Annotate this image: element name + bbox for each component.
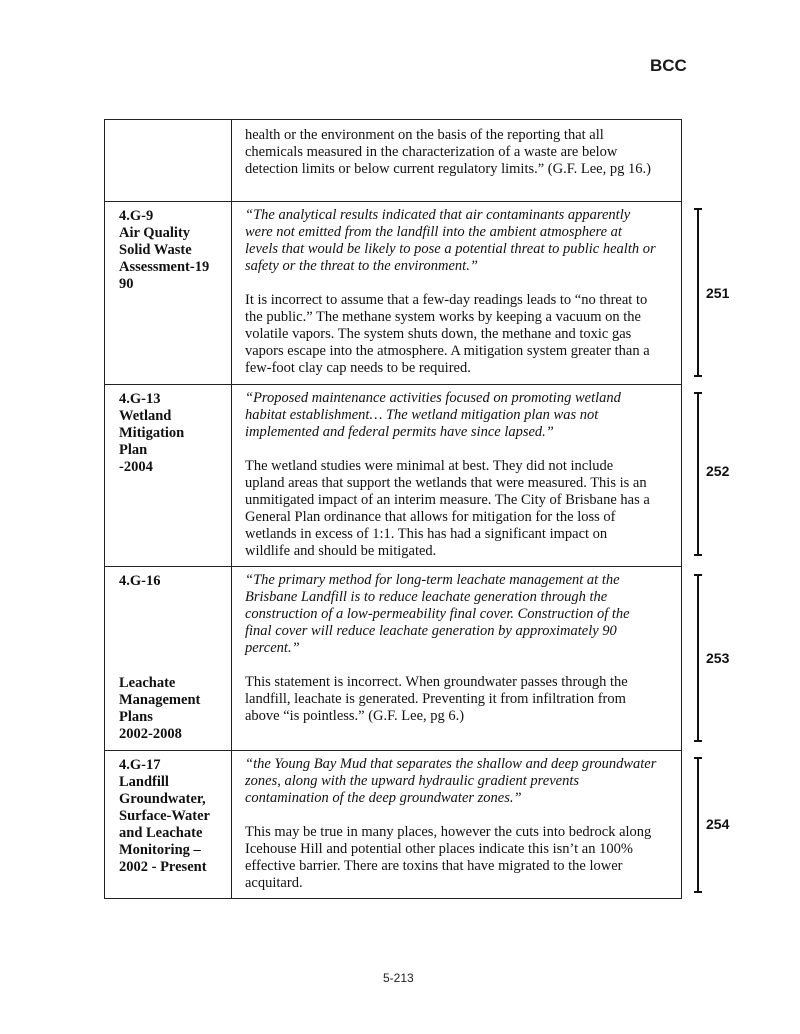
quoted-text: “The analytical results indicated that air contaminants apparently were not emitted from the landfill into the ambient atmosphere at levels that would be likely to pose a potential threat to public health or safety or the threat to the environment.” — [245, 207, 656, 274]
comment-bracket-254 — [694, 757, 701, 893]
response-text: health or the environment on the basis of the reporting that all chemicals measured in the characterization of a waste are below detection limits or below current regulatory limits.” (G.F. Lee, pg 16.) — [245, 127, 651, 177]
comment-cell — [232, 202, 682, 385]
comment-table — [104, 119, 682, 899]
reference-cell — [105, 120, 232, 202]
comment-bracket-252 — [694, 392, 701, 556]
reference-cell: 4.G-16 Leachate Management Plans 2002-2008 — [105, 567, 232, 751]
table-row — [105, 120, 682, 202]
comment-number-label: 253 — [706, 650, 730, 666]
table-row — [105, 202, 682, 385]
reference-cell: 4.G-9 Air Quality Solid Waste Assessment-19 90 — [105, 202, 232, 385]
comment-number-label: 251 — [706, 285, 730, 301]
header-org-code: BCC — [650, 56, 687, 75]
reference-cell: 4.G-13 Wetland Mitigation Plan -2004 — [105, 385, 232, 567]
comment-cell — [232, 567, 682, 751]
page-number: 5-213 — [383, 971, 414, 985]
response-text: This statement is incorrect. When groundwater passes through the landfill, leachate is generated. Preventing it from infiltration from above “is pointless.” (G.F. Lee, pg 6.) — [245, 674, 628, 724]
response-text: It is incorrect to assume that a few-day readings leads to “no threat to the public.” The methane system works by keeping a vacuum on the volatile vapors. The system shuts down, the methane and toxic gas vapors escape into the atmosphere. A mitigation system greater than a few-foot clay cap needs to be required. — [245, 292, 650, 376]
comment-number-label: 254 — [706, 816, 730, 832]
comment-bracket-253 — [694, 574, 701, 742]
comment-cell — [232, 751, 682, 899]
response-text: This may be true in many places, however the cuts into bedrock along Icehouse Hill and potential other places indicate this isn’t an 100% effective barrier. There are toxins that have migrated to the lower acquitard. — [245, 824, 652, 891]
reference-cell: 4.G-17 Landfill Groundwater, Surface-Water and Leachate Monitoring – 2002 - Present — [105, 751, 232, 899]
comment-bracket-251 — [694, 208, 701, 377]
table-row — [105, 567, 682, 751]
quoted-text: “The primary method for long-term leachate management at the Brisbane Landfill is to reduce leachate generation through the construction of a low-permeability final cover. Construction of the final cover will reduce leachate generation by approximately 90 percent.” — [245, 572, 630, 656]
quoted-text: “the Young Bay Mud that separates the shallow and deep groundwater zones, along with the upward hydraulic gradient prevents contamination of the deep groundwater zones.” — [245, 756, 657, 806]
table-row — [105, 385, 682, 567]
comment-number-label: 252 — [706, 463, 730, 479]
comment-cell — [232, 385, 682, 567]
quoted-text: “Proposed maintenance activities focused on promoting wetland habitat establishment… The wetland mitigation plan was not implemented and federal permits have since lapsed.” — [245, 390, 621, 440]
table-row — [105, 751, 682, 899]
response-text: The wetland studies were minimal at best. They did not include upland areas that support the wetlands that were measured. This is an unmitigated impact of an interim measure. The City of Brisbane has a General Plan ordinance that allows for mitigation for the loss of wetlands in excess of 1:1. This has had a significant impact on wildlife and should be mitigated. — [245, 458, 650, 559]
comment-cell — [232, 120, 682, 202]
